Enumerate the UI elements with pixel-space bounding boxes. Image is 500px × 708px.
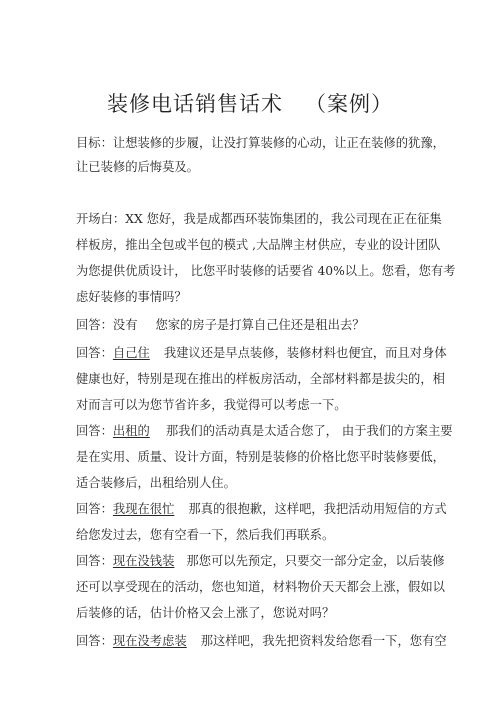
- answer-rent: [76, 423, 453, 439]
- answer-busy-line-2: 给您发过去，您有空看一下，然后我们再联系。: [76, 528, 335, 542]
- opening-line-3: 为您提供优质设计， 比您平时装修的话要省 40%以上。您看，您有考: [76, 264, 456, 278]
- answer-prefix: 回答：: [76, 424, 113, 438]
- answer-keyword: 现在没考虑装: [112, 634, 187, 648]
- answer-keyword: 现在没钱装: [112, 554, 175, 568]
- answer-no-money-line-2: 还可以享受现在的活动，您也知道，材料物价天天都会上涨，假如以: [76, 580, 445, 594]
- answer-prefix: 回答：: [76, 554, 113, 568]
- answer-self-live: [76, 345, 447, 361]
- answer-rent-line-3: 适合装修后，出租给别人住。: [76, 476, 236, 490]
- answer-text: 我建议还是早点装修，装修材料也便宜，而且对身体: [163, 346, 447, 360]
- answer-keyword: 自己住: [112, 346, 150, 360]
- answer-keyword: 我现在很忙: [112, 502, 175, 516]
- answer-self-live-line-2: 健康也好，特别是现在推出的样板房活动，全部材料都是拔尖的，相: [76, 372, 445, 386]
- answer-prefix: 回答：: [76, 346, 113, 360]
- answer-no: [76, 317, 365, 333]
- answer-rent-line-2: 是在实用、质量、设计方面，特别是装修的价格比您平时装修要低，: [76, 450, 445, 464]
- title-case: （案例）: [305, 92, 393, 116]
- title-main: 装修电话销售话术: [107, 92, 283, 116]
- answer-text: 那真的很抱歉，这样吧，我把活动用短信的方式: [188, 502, 447, 516]
- answer-prefix: 回答：: [76, 318, 113, 332]
- opening-line-4: 虑好装修的事情吗？: [76, 290, 187, 304]
- opening-line-2: 样板房，推出全包或半包的模式 ,大品牌主材供应，专业的设计团队: [76, 238, 441, 252]
- answer-busy: [76, 501, 447, 517]
- page-title: [0, 88, 500, 118]
- opening-line-1: 开场白：XX 您好，我是成都西环装饰集团的，我公司现在正在征集: [76, 212, 442, 226]
- answer-prefix: 回答：: [76, 502, 113, 516]
- answer-text: 那这样吧，我先把资料发给您看一下，您有空: [200, 634, 447, 648]
- answer-keyword: 没有: [112, 318, 138, 332]
- answer-text: 那我们的活动真是太适合您了， 由于我们的方案主要: [165, 424, 453, 438]
- answer-keyword: 出租的: [112, 424, 150, 438]
- answer-no-money-line-3: 后装修的话，估计价格又会上涨了，您说对吗？: [76, 606, 335, 620]
- answer-self-live-line-3: 对而言可以为您节省许多，我觉得可以考虑一下。: [76, 398, 347, 412]
- answer-text: 您家的房子是打算自己住还是租出去？: [155, 318, 365, 332]
- answer-prefix: 回答：: [76, 634, 113, 648]
- answer-no-money: [76, 553, 445, 569]
- answer-text: 那您可以先预定，只要交一部分定金，以后装修: [186, 554, 445, 568]
- answer-not-considering: [76, 633, 447, 649]
- goal-line-1: 目标：让想装修的步履，让没打算装修的心动，让正在装修的犹豫，: [76, 136, 445, 150]
- goal-line-2: 让已装修的后悔莫及。: [76, 160, 199, 174]
